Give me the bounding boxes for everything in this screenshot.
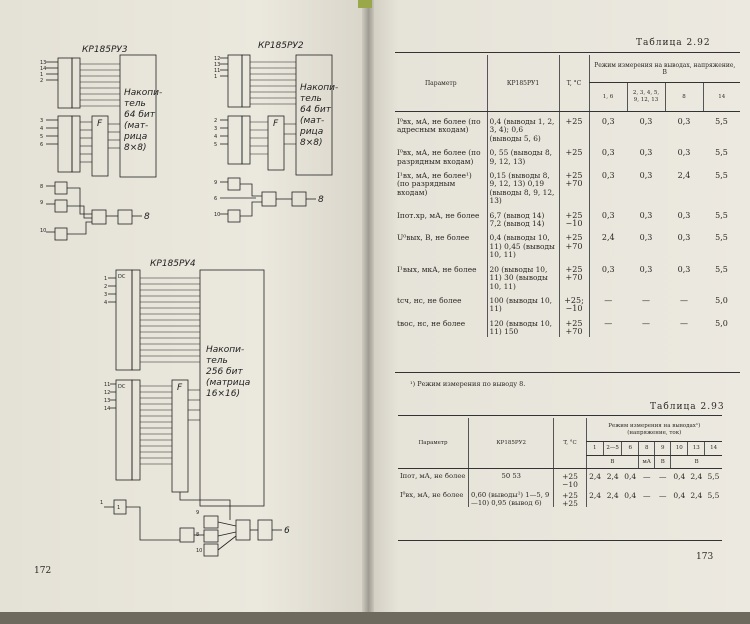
ru4-f-block [172,380,188,492]
svg-text:(мат-: (мат- [124,121,149,131]
svg-text:2: 2 [104,284,108,290]
svg-text:(матрица: (матрица [206,378,251,388]
svg-text:1: 1 [214,74,218,80]
table-92-footnote: ¹) Режим измерения по выводу 8. [410,380,526,388]
svg-text:8: 8 [318,195,324,205]
svg-text:3: 3 [214,126,218,132]
svg-text:тель: тель [300,94,322,104]
svg-text:10: 10 [40,228,47,234]
svg-text:2: 2 [214,118,218,124]
svg-text:рица: рица [300,127,324,137]
t92-pin-col: 1, 6 [589,83,627,112]
table-row: U⁰вых, В, не более 0,4 (выводы 10, 11) 0,45 (выводы 10, 11) +25 +70 2,4 0,3 0,3 5,5 [395,228,740,259]
table-row: I⁰вх, мА, не более (по адресным входам) 0,4 (выводы 1, 2, 3, 4); 0,6 (выводы 5, 6) +25 0,3 0,3 0,3 5,5 [395,112,740,144]
svg-text:1: 1 [104,276,108,282]
table-row: tсч, нс, не более 100 (выводы 10, 11) +25; −10 — — — 5,0 [395,291,740,314]
table-92-title: Таблица 2.92 [636,38,711,48]
table-92 [395,55,740,337]
table-row: Iпот.хр, мА, не более 6,7 (вывод 14) 7,2 (вывод 14) +25 −10 0,3 0,3 0,3 5,5 [395,206,740,229]
cover-edge [358,0,372,8]
svg-text:11: 11 [214,68,221,74]
svg-text:14: 14 [40,66,47,72]
svg-text:9: 9 [40,200,44,206]
table-93-title: Таблица 2.93 [650,402,725,412]
svg-text:8: 8 [40,184,44,190]
t92-pin-col: 2, 3, 4, 5, 9, 12, 13 [627,83,665,112]
svg-text:5: 5 [214,142,218,148]
svg-text:6: 6 [284,526,290,536]
t92-header-chip: КР185РУ1 [487,55,559,112]
svg-text:13: 13 [214,62,221,68]
svg-text:13: 13 [40,60,47,66]
t92-pin-col: 14 [703,83,740,112]
ru3-decoder-bottom [58,116,72,172]
t92-header-param: Параметр [395,55,487,112]
ru3-decoder-top [58,58,72,108]
ru2-memory-box [296,55,332,175]
svg-text:6: 6 [40,142,44,148]
svg-text:8×8): 8×8) [300,138,323,148]
svg-text:F: F [177,383,183,393]
svg-text:16×16): 16×16) [206,389,240,399]
t92-header-mode: Режим измерения на выводах, напряжение, В [589,55,740,83]
svg-text:9: 9 [196,510,200,516]
svg-text:6: 6 [214,196,218,202]
right-page-number: 173 [696,552,714,562]
svg-text:11: 11 [104,382,111,388]
svg-text:2: 2 [40,78,44,84]
svg-text:F: F [273,119,279,129]
svg-text:Накопи-: Накопи- [300,83,339,93]
table-row: I⁰вх, мА, не более (по разрядным входам) 0, 55 (выводы 8, 9, 12, 13) +25 0,3 0,3 0,3 5,5 [395,143,740,166]
svg-text:3: 3 [40,118,44,124]
svg-text:F: F [97,119,103,129]
table-row: I⁰вх, мА, не более 0,60 (выводы¹) 1—5, 9—10) 0,95 (вывод 6) +25 +25 2,4 2,4 0,4 — — 0,4 2,4 5,5 [398,488,722,507]
diagram-ru3-title: КР185РУ3 [82,45,128,55]
svg-text:DC: DC [118,274,126,280]
table-93: Параметр КР185РУ2 T, °C Режим измерения на выводах¹) (напряжение, ток) 1 2—5 6 8 9 10 13 14 В мА В В Iпот, мА, не более 50 53 +25 −10 2,4 2,4 0,4 — — 0,4 2,4 5,5 I⁰вх, мА, не более 0,60 (выводы¹) 1—5, 9—10) 0,95 (вывод 6) +25 +25 2,4 2,4 0,4 — — 0,4 2,4 5,5 [398,418,722,507]
svg-text:64 бит: 64 бит [124,110,155,120]
svg-text:8×8): 8×8) [124,143,147,153]
svg-text:1: 1 [40,72,44,78]
svg-text:12: 12 [104,390,111,396]
svg-text:8: 8 [196,532,200,538]
circuit-diagrams [0,0,370,612]
t93-header-mode: Режим измерения на выводах¹) (напряжение, ток) [586,418,722,442]
svg-text:3: 3 [104,292,108,298]
svg-text:14: 14 [104,406,111,412]
svg-text:10: 10 [196,548,203,554]
t93-header-param: Параметр [398,418,469,469]
svg-text:Накопи-: Накопи- [206,345,245,355]
book-gutter [362,0,374,612]
left-page [0,0,372,612]
table-row: Iпот, мА, не более 50 53 +25 −10 2,4 2,4 0,4 — — 0,4 2,4 5,5 [398,469,722,489]
svg-text:9: 9 [214,180,218,186]
table-row: I¹вых, мкА, не более 20 (выводы 10, 11) 30 (выводы 10, 11) +25 +70 0,3 0,3 0,3 5,5 [395,260,740,291]
svg-text:тель: тель [206,356,228,366]
svg-text:4: 4 [40,126,44,132]
svg-text:рица: рица [124,132,148,142]
svg-text:12: 12 [214,56,221,62]
svg-text:тель: тель [124,99,146,109]
t92-header-temp: T, °C [559,55,589,112]
diagram-ru3 [40,45,162,240]
t93-header-chip: КР185РУ2 [469,418,554,469]
ru4-memory-box [200,270,264,506]
table-row: tвос, нс, не более 120 (выводы 10, 11) 150 +25 +70 — — — 5,0 [395,314,740,337]
svg-text:8: 8 [144,212,150,222]
svg-text:64 бит: 64 бит [300,105,331,115]
svg-text:13: 13 [104,398,111,404]
diagram-ru2 [214,41,338,222]
svg-text:5: 5 [40,134,44,140]
svg-text:10: 10 [214,212,221,218]
svg-text:1: 1 [117,505,121,511]
diagram-ru2-title: КР185РУ2 [258,41,304,51]
diagram-ru4 [100,259,290,556]
t93-header-temp: T, °C [554,418,586,469]
svg-text:1: 1 [100,500,104,506]
svg-text:256 бит: 256 бит [206,367,243,377]
svg-text:Накопи-: Накопи- [124,88,163,98]
svg-text:DC: DC [118,384,126,390]
svg-text:4: 4 [104,300,108,306]
t92-pin-col: 8 [665,83,703,112]
svg-text:4: 4 [214,134,218,140]
left-page-number: 172 [34,566,52,576]
table-row: I¹вх, мА, не более¹) (по разрядным входам) 0,15 (выводы 8, 9, 12, 13) 0,19 (выводы 8, 9, 12, 13) +25 +70 0,3 0,3 2,4 5,5 [395,166,740,206]
diagram-ru4-title: КР185РУ4 [150,259,196,269]
svg-text:(мат-: (мат- [300,116,325,126]
